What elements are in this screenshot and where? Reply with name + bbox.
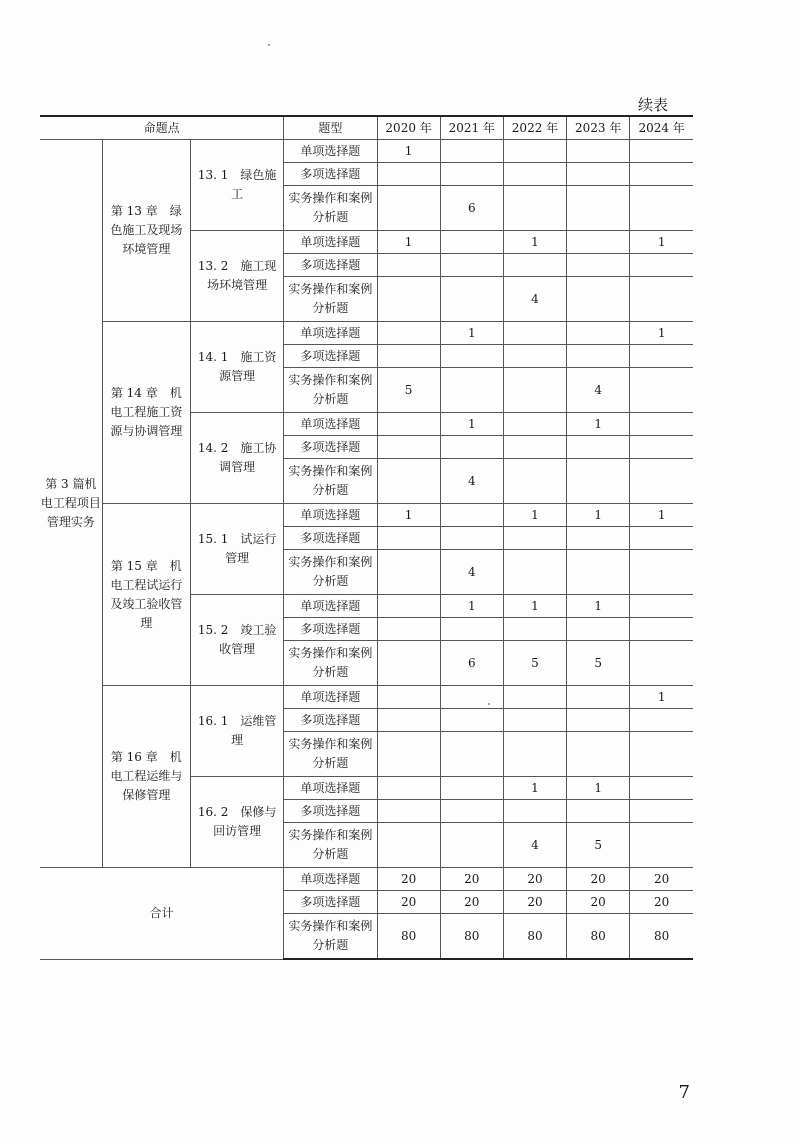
total-count-cell: 20: [440, 891, 503, 914]
count-cell: 6: [440, 641, 503, 686]
count-cell: [377, 345, 440, 368]
header-year: 2022 年: [503, 116, 566, 140]
section-label: 14. 2 施工协调管理: [190, 413, 283, 504]
table-body: [40, 140, 693, 960]
count-cell: [440, 777, 503, 800]
section-label: 14. 1 施工资源管理: [190, 322, 283, 413]
chapter-label: 第 16 章 机电工程运维与保修管理: [102, 686, 190, 868]
header-year: 2023 年: [567, 116, 630, 140]
total-count-cell: 20: [377, 891, 440, 914]
count-cell: [503, 686, 566, 709]
table-row: [40, 322, 693, 345]
count-cell: [630, 777, 693, 800]
section-label: 15. 1 试运行管理: [190, 504, 283, 595]
count-cell: 4: [503, 823, 566, 868]
count-cell: 1: [630, 231, 693, 254]
total-count-cell: 20: [567, 891, 630, 914]
header-year: 2024 年: [630, 116, 693, 140]
table-row: [40, 504, 693, 527]
count-cell: 1: [440, 595, 503, 618]
part-label: 第 3 篇机电工程项目管理实务: [40, 140, 102, 868]
count-cell: 4: [503, 277, 566, 322]
count-cell: [503, 254, 566, 277]
count-cell: 4: [440, 550, 503, 595]
count-cell: 1: [567, 595, 630, 618]
count-cell: [377, 709, 440, 732]
count-cell: [377, 186, 440, 231]
question-type-cell: 多项选择题: [284, 800, 377, 823]
question-type-cell: 实务操作和案例分析题: [284, 823, 377, 868]
total-count-cell: 20: [503, 891, 566, 914]
continued-label: 续表: [637, 96, 668, 114]
header-row: [40, 116, 693, 140]
count-cell: [503, 436, 566, 459]
count-cell: [377, 800, 440, 823]
header-question-type: 题型: [284, 116, 377, 140]
count-cell: 1: [630, 504, 693, 527]
count-cell: [630, 732, 693, 777]
count-cell: [503, 732, 566, 777]
count-cell: [630, 368, 693, 413]
count-cell: [377, 732, 440, 777]
question-type-cell: 实务操作和案例分析题: [284, 368, 377, 413]
count-cell: [377, 595, 440, 618]
count-cell: [567, 345, 630, 368]
page-number: 7: [678, 1082, 690, 1103]
count-cell: 5: [567, 641, 630, 686]
question-type-cell: 实务操作和案例分析题: [284, 459, 377, 504]
count-cell: [503, 345, 566, 368]
count-cell: [567, 618, 630, 641]
count-cell: 1: [440, 413, 503, 436]
count-cell: [567, 322, 630, 345]
count-cell: [503, 413, 566, 436]
count-cell: 5: [503, 641, 566, 686]
count-cell: 1: [630, 686, 693, 709]
question-type-cell: 多项选择题: [284, 709, 377, 732]
count-cell: [503, 550, 566, 595]
total-count-cell: 80: [567, 914, 630, 960]
chapter-label: 第 15 章 机电工程试运行及竣工验收管理: [102, 504, 190, 686]
total-count-cell: 20: [503, 868, 566, 891]
count-cell: [377, 686, 440, 709]
count-cell: [630, 163, 693, 186]
total-count-cell: 20: [630, 868, 693, 891]
count-cell: [567, 254, 630, 277]
count-cell: [440, 140, 503, 163]
count-cell: 5: [567, 823, 630, 868]
count-cell: [503, 527, 566, 550]
count-cell: [503, 800, 566, 823]
section-label: 16. 2 保修与回访管理: [190, 777, 283, 868]
count-cell: [440, 686, 503, 709]
question-type-cell: 多项选择题: [284, 618, 377, 641]
total-count-cell: 80: [440, 914, 503, 960]
count-cell: 1: [567, 777, 630, 800]
count-cell: 1: [630, 322, 693, 345]
count-cell: 1: [503, 777, 566, 800]
total-count-cell: 20: [567, 868, 630, 891]
count-cell: [630, 527, 693, 550]
count-cell: 1: [567, 413, 630, 436]
section-label: 13. 1 绿色施工: [190, 140, 283, 231]
count-cell: [440, 823, 503, 868]
count-cell: [503, 709, 566, 732]
count-cell: [440, 504, 503, 527]
total-count-cell: 20: [630, 891, 693, 914]
count-cell: [567, 186, 630, 231]
count-cell: [440, 368, 503, 413]
count-cell: [630, 823, 693, 868]
count-cell: [567, 732, 630, 777]
count-cell: [440, 800, 503, 823]
count-cell: 4: [567, 368, 630, 413]
count-cell: [630, 595, 693, 618]
total-count-cell: 80: [503, 914, 566, 960]
count-cell: [503, 186, 566, 231]
count-cell: [503, 140, 566, 163]
count-cell: [630, 618, 693, 641]
count-cell: [503, 618, 566, 641]
count-cell: [630, 436, 693, 459]
question-type-cell: 单项选择题: [284, 231, 377, 254]
question-type-cell: 多项选择题: [284, 254, 377, 277]
count-cell: [440, 254, 503, 277]
count-cell: [503, 368, 566, 413]
count-cell: 1: [377, 140, 440, 163]
count-cell: [377, 436, 440, 459]
count-cell: [377, 254, 440, 277]
count-cell: 1: [567, 504, 630, 527]
question-type-cell: 单项选择题: [284, 322, 377, 345]
count-cell: 1: [503, 231, 566, 254]
count-cell: [377, 163, 440, 186]
count-cell: [440, 345, 503, 368]
question-type-cell: 多项选择题: [284, 163, 377, 186]
count-cell: [377, 413, 440, 436]
count-cell: [377, 277, 440, 322]
chapter-label: 第 14 章 机电工程施工资源与协调管理: [102, 322, 190, 504]
count-cell: [630, 186, 693, 231]
table-row: [40, 140, 693, 163]
total-count-cell: 80: [630, 914, 693, 960]
question-type-cell: 实务操作和案例分析题: [284, 914, 377, 960]
count-cell: [567, 140, 630, 163]
question-type-cell: 单项选择题: [284, 777, 377, 800]
count-cell: 4: [440, 459, 503, 504]
count-cell: [503, 322, 566, 345]
chapter-label: 第 13 章 绿色施工及现场环境管理: [102, 140, 190, 322]
count-cell: [630, 345, 693, 368]
count-cell: [567, 527, 630, 550]
count-cell: [440, 732, 503, 777]
count-cell: [377, 459, 440, 504]
count-cell: [630, 459, 693, 504]
section-label: 15. 2 竣工验收管理: [190, 595, 283, 686]
count-cell: [377, 322, 440, 345]
count-cell: [567, 800, 630, 823]
count-cell: [377, 550, 440, 595]
count-cell: [440, 436, 503, 459]
count-cell: [630, 709, 693, 732]
header-year: 2020 年: [377, 116, 440, 140]
count-cell: [440, 527, 503, 550]
count-cell: [567, 277, 630, 322]
count-cell: [377, 777, 440, 800]
total-count-cell: 20: [440, 868, 503, 891]
total-row: [40, 868, 693, 891]
count-cell: [567, 163, 630, 186]
question-type-cell: 实务操作和案例分析题: [284, 641, 377, 686]
total-count-cell: 80: [377, 914, 440, 960]
total-label: 合计: [40, 868, 284, 960]
count-cell: [377, 527, 440, 550]
question-type-cell: 实务操作和案例分析题: [284, 277, 377, 322]
question-type-cell: 实务操作和案例分析题: [284, 186, 377, 231]
section-label: 16. 1 运维管理: [190, 686, 283, 777]
count-cell: [630, 413, 693, 436]
question-type-cell: 多项选择题: [284, 891, 377, 914]
header-topic: 命题点: [40, 116, 284, 140]
question-type-cell: 多项选择题: [284, 527, 377, 550]
question-type-cell: 实务操作和案例分析题: [284, 550, 377, 595]
count-cell: [630, 254, 693, 277]
question-type-cell: 单项选择题: [284, 504, 377, 527]
question-type-cell: 单项选择题: [284, 868, 377, 891]
count-cell: 1: [440, 322, 503, 345]
count-cell: [630, 140, 693, 163]
count-cell: 5: [377, 368, 440, 413]
scan-speck: [268, 44, 270, 46]
count-cell: [377, 641, 440, 686]
header-year: 2021 年: [440, 116, 503, 140]
count-cell: [440, 277, 503, 322]
count-cell: [440, 163, 503, 186]
count-cell: [567, 686, 630, 709]
count-cell: [440, 231, 503, 254]
count-cell: 1: [503, 595, 566, 618]
count-cell: [503, 459, 566, 504]
count-cell: [630, 641, 693, 686]
question-type-cell: 单项选择题: [284, 413, 377, 436]
count-cell: [567, 709, 630, 732]
count-cell: [567, 459, 630, 504]
count-cell: 1: [377, 231, 440, 254]
exam-topic-table: [40, 115, 693, 960]
question-type-cell: 单项选择题: [284, 140, 377, 163]
question-type-cell: 多项选择题: [284, 436, 377, 459]
count-cell: [377, 823, 440, 868]
section-label: 13. 2 施工现场环境管理: [190, 231, 283, 322]
count-cell: [630, 277, 693, 322]
count-cell: [567, 436, 630, 459]
count-cell: 6: [440, 186, 503, 231]
count-cell: [630, 550, 693, 595]
count-cell: [377, 618, 440, 641]
count-cell: [567, 550, 630, 595]
question-type-cell: 实务操作和案例分析题: [284, 732, 377, 777]
count-cell: 1: [377, 504, 440, 527]
total-count-cell: 20: [377, 868, 440, 891]
table-row: [40, 686, 693, 709]
question-type-cell: 单项选择题: [284, 595, 377, 618]
question-type-cell: 多项选择题: [284, 345, 377, 368]
count-cell: [440, 709, 503, 732]
count-cell: [503, 163, 566, 186]
count-cell: [440, 618, 503, 641]
count-cell: 1: [503, 504, 566, 527]
count-cell: [630, 800, 693, 823]
question-type-cell: 单项选择题: [284, 686, 377, 709]
count-cell: [567, 231, 630, 254]
